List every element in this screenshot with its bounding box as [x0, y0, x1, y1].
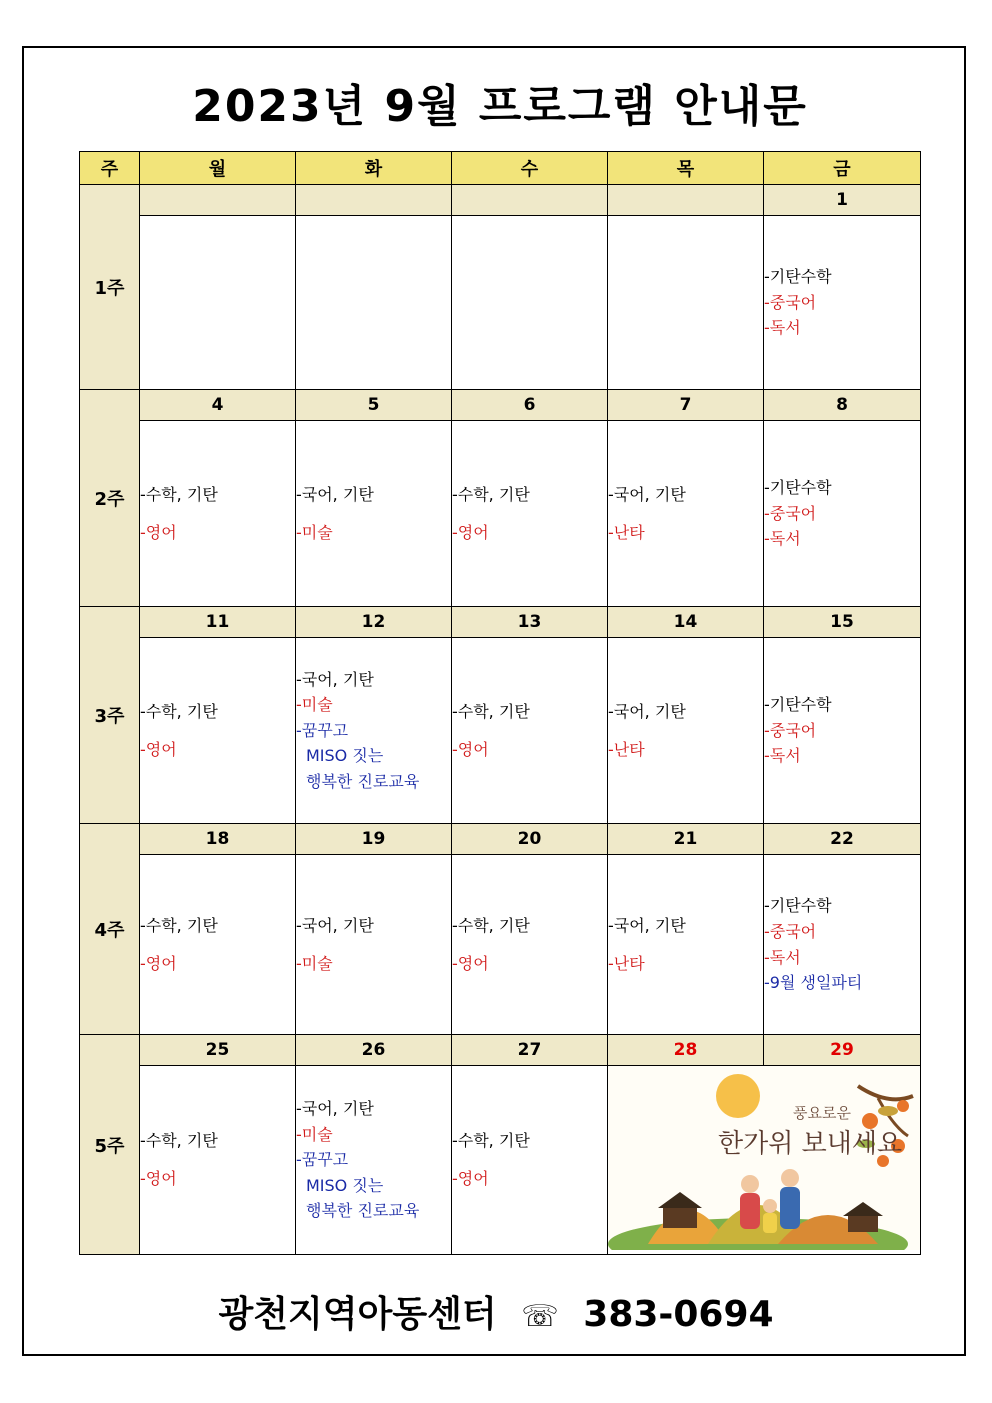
day-cell	[764, 638, 921, 824]
date-cell: 1	[764, 185, 921, 216]
day-cell	[608, 421, 764, 607]
program-item: -난타	[608, 953, 645, 973]
day-cell	[140, 216, 296, 390]
header-week: 주	[80, 152, 140, 185]
page-title: 2023년 9월 프로그램 안내문	[192, 81, 808, 132]
telephone-icon: ☏	[521, 1299, 559, 1334]
program-item: -수학, 기탄	[140, 1131, 218, 1151]
program-item: -영어	[452, 1169, 489, 1188]
day-cell	[140, 638, 296, 824]
program-item: -영어	[452, 739, 489, 759]
program-item: -독서	[764, 746, 801, 766]
date-cell: 12	[296, 607, 452, 638]
program-item: -독서	[764, 947, 801, 967]
week-label: 5주	[80, 1035, 140, 1255]
center-name: 광천지역아동센터	[218, 1294, 497, 1335]
program-item: MISO 짓는	[306, 1175, 384, 1195]
program-item: -국어, 기탄	[608, 484, 686, 504]
day-cell	[452, 638, 608, 824]
program-item: -영어	[140, 953, 177, 973]
greeting-line1: 풍요로운	[793, 1104, 851, 1122]
chuseok-greeting-image	[608, 1066, 921, 1255]
program-item: -미술	[296, 953, 333, 973]
program-item: -영어	[140, 1169, 177, 1188]
date-cell	[608, 185, 764, 216]
program-item: -수학, 기탄	[452, 915, 530, 935]
program-item: -독서	[764, 529, 801, 549]
chuseok-illustration	[608, 1066, 920, 1250]
program-item: -기탄수학	[764, 267, 832, 287]
header-thu: 목	[608, 152, 764, 185]
date-cell: 8	[764, 390, 921, 421]
program-item: 행복한 진로교육	[306, 771, 420, 791]
program-item: -난타	[608, 739, 645, 759]
date-cell: 13	[452, 607, 608, 638]
calendar-table	[79, 151, 921, 1255]
day-cell	[452, 855, 608, 1035]
date-cell: 20	[452, 824, 608, 855]
date-cell: 7	[608, 390, 764, 421]
program-item: -수학, 기탄	[140, 701, 218, 721]
date-cell: 26	[296, 1035, 452, 1066]
program-item: -미술	[296, 1124, 333, 1144]
content-row	[80, 1066, 921, 1255]
content-row	[80, 421, 921, 607]
day-cell	[764, 216, 921, 390]
program-item: -국어, 기탄	[296, 484, 374, 504]
program-item: -기탄수학	[764, 695, 832, 715]
day-cell	[296, 855, 452, 1035]
day-cell	[140, 855, 296, 1035]
day-cell	[608, 216, 764, 390]
date-row	[80, 185, 921, 216]
day-cell	[296, 216, 452, 390]
program-item: -국어, 기탄	[296, 915, 374, 935]
header-fri: 금	[764, 152, 921, 185]
date-cell: 5	[296, 390, 452, 421]
program-item: -수학, 기탄	[140, 484, 218, 504]
header-wed: 수	[452, 152, 608, 185]
program-item: -수학, 기탄	[452, 1131, 530, 1151]
date-cell: 22	[764, 824, 921, 855]
date-cell: 29	[764, 1035, 921, 1066]
week-label: 1주	[80, 185, 140, 390]
date-row	[80, 824, 921, 855]
program-item: MISO 짓는	[306, 746, 384, 766]
day-cell	[608, 638, 764, 824]
program-item: -미술	[296, 522, 333, 542]
day-cell	[764, 421, 921, 607]
program-item: -국어, 기탄	[608, 915, 686, 935]
program-item: -수학, 기탄	[452, 484, 530, 504]
greeting-line2: 한가위 보내세요	[718, 1129, 903, 1159]
header-row	[80, 152, 921, 185]
week-label: 2주	[80, 390, 140, 607]
program-item: -기탄수학	[764, 478, 832, 498]
program-item: -영어	[140, 739, 177, 759]
program-item: -수학, 기탄	[452, 701, 530, 721]
program-item: -국어, 기탄	[296, 1099, 374, 1119]
content-row	[80, 638, 921, 824]
phone-number: 383-0694	[583, 1294, 774, 1335]
program-item: -국어, 기탄	[608, 701, 686, 721]
week-label: 4주	[80, 824, 140, 1035]
header-tue: 화	[296, 152, 452, 185]
day-cell	[764, 855, 921, 1035]
program-item: -수학, 기탄	[140, 915, 218, 935]
day-cell	[452, 216, 608, 390]
date-cell	[140, 185, 296, 216]
day-cell	[296, 638, 452, 824]
program-item: -중국어	[764, 921, 817, 941]
content-row	[80, 855, 921, 1035]
date-cell: 21	[608, 824, 764, 855]
week-label: 3주	[80, 607, 140, 824]
day-cell	[452, 421, 608, 607]
day-cell	[608, 855, 764, 1035]
date-cell: 11	[140, 607, 296, 638]
date-cell: 19	[296, 824, 452, 855]
program-item: -영어	[140, 522, 177, 542]
date-cell: 14	[608, 607, 764, 638]
program-item: -독서	[764, 318, 801, 338]
day-cell	[140, 1066, 296, 1255]
program-item: 행복한 진로교육	[306, 1201, 420, 1221]
date-cell: 4	[140, 390, 296, 421]
date-cell	[452, 185, 608, 216]
program-item: -미술	[296, 695, 333, 715]
program-item: -국어, 기탄	[296, 669, 374, 689]
date-cell: 18	[140, 824, 296, 855]
date-row	[80, 1035, 921, 1066]
date-row	[80, 607, 921, 638]
program-item: -중국어	[764, 503, 817, 523]
program-item: -9월 생일파티	[764, 973, 863, 993]
day-cell	[296, 1066, 452, 1255]
program-item: -영어	[452, 953, 489, 973]
footer	[0, 1286, 992, 1337]
program-item: -중국어	[764, 720, 817, 740]
content-row	[80, 216, 921, 390]
day-cell	[452, 1066, 608, 1255]
program-item: -중국어	[764, 292, 817, 312]
program-item: -난타	[608, 522, 645, 542]
day-cell	[296, 421, 452, 607]
date-cell: 27	[452, 1035, 608, 1066]
date-cell: 15	[764, 607, 921, 638]
day-cell	[140, 421, 296, 607]
date-cell: 6	[452, 390, 608, 421]
date-cell: 25	[140, 1035, 296, 1066]
date-row	[80, 390, 921, 421]
program-item: -꿈꾸고	[296, 1150, 349, 1170]
program-item: -기탄수학	[764, 896, 832, 916]
program-item: -꿈꾸고	[296, 720, 349, 740]
header-mon: 월	[140, 152, 296, 185]
date-cell	[296, 185, 452, 216]
date-cell: 28	[608, 1035, 764, 1066]
program-item: -영어	[452, 522, 489, 542]
